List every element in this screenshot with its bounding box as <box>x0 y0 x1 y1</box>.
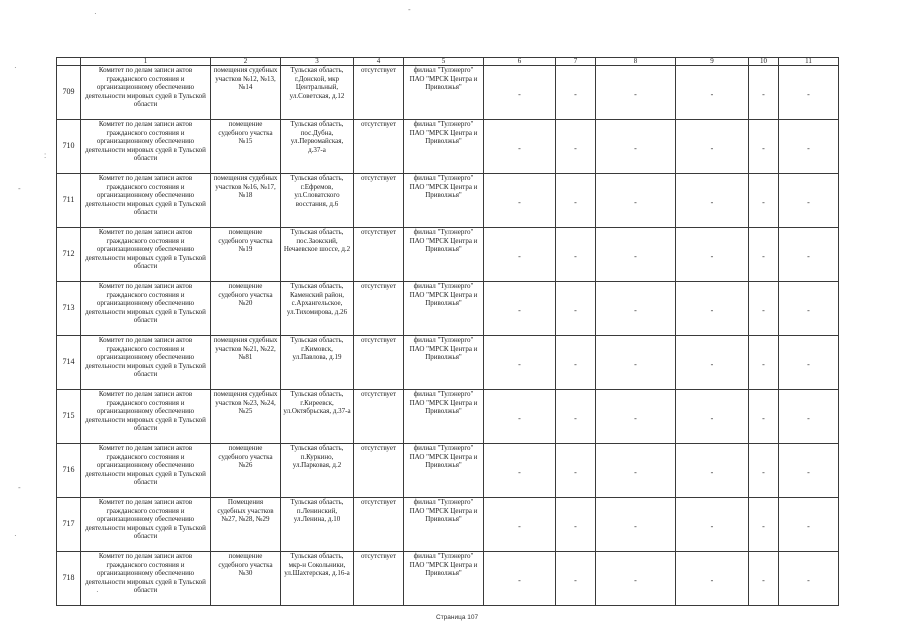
header-cell-3: 3 <box>281 58 354 66</box>
dash-cell-6: - <box>484 282 556 336</box>
owner-cell: Комитет по делам записи актов гражданского состояния и организационному обеспечению деятельности мировых судей в Тульской области <box>81 174 211 228</box>
dash-cell-9: - <box>676 66 749 120</box>
address-cell: Тульская область, мкр-н Сокольники, ул.Шахтерская, д.16-а <box>281 552 354 606</box>
dash-cell-11: - <box>779 282 839 336</box>
table-row <box>57 120 839 174</box>
dash-cell-7: - <box>556 552 596 606</box>
table-row <box>57 282 839 336</box>
status-cell: отсутствует <box>354 120 404 174</box>
dash-cell-11: - <box>779 390 839 444</box>
dash-cell-8: - <box>596 282 676 336</box>
scan-speck: - <box>18 184 21 193</box>
dash-cell-7: - <box>556 120 596 174</box>
owner-cell: Комитет по делам записи актов гражданского состояния и организационному обеспечению деятельности мировых судей в Тульской области <box>81 336 211 390</box>
status-cell: отсутствует <box>354 390 404 444</box>
table-row <box>57 552 839 606</box>
dash-cell-10: - <box>749 390 779 444</box>
table-row <box>57 498 839 552</box>
dash-cell-7: - <box>556 174 596 228</box>
row-number: 718 <box>57 552 81 606</box>
header-cell-9: 9 <box>676 58 749 66</box>
table-row <box>57 444 839 498</box>
status-cell: отсутствует <box>354 498 404 552</box>
scan-speck: - <box>408 5 411 14</box>
address-cell: Тульская область, г.Киреевск, ул.Октябрьская, д.37-а <box>281 390 354 444</box>
supplier-cell: филиал "Тулэнерго" ПАО "МРСК Центра и Приволжья" <box>404 336 484 390</box>
header-cell-5: 5 <box>404 58 484 66</box>
owner-cell: Комитет по делам записи актов гражданского состояния и организационному обеспечению деятельности мировых судей в Тульской области <box>81 444 211 498</box>
dash-cell-8: - <box>596 498 676 552</box>
supplier-cell: филиал "Тулэнерго" ПАО "МРСК Центра и Приволжья" <box>404 552 484 606</box>
owner-cell: Комитет по делам записи актов гражданского состояния и организационному обеспечению деятельности мировых судей в Тульской области <box>81 120 211 174</box>
dash-cell-7: - <box>556 444 596 498</box>
dash-cell-6: - <box>484 498 556 552</box>
row-number: 713 <box>57 282 81 336</box>
address-cell: Тульская область, пос.Дубна, ул.Первомайская, д.37-а <box>281 120 354 174</box>
header-cell-11: 11 <box>779 58 839 66</box>
dash-cell-7: - <box>556 336 596 390</box>
dash-cell-8: - <box>596 336 676 390</box>
dash-cell-10: - <box>749 498 779 552</box>
supplier-cell: филиал "Тулэнерго" ПАО "МРСК Центра и Приволжья" <box>404 498 484 552</box>
dash-cell-10: - <box>749 228 779 282</box>
supplier-cell: филиал "Тулэнерго" ПАО "МРСК Центра и Приволжья" <box>404 282 484 336</box>
table-row <box>57 174 839 228</box>
column-number-row <box>57 58 839 66</box>
status-cell: отсутствует <box>354 66 404 120</box>
object-cell: помещение судебного участка №19 <box>211 228 281 282</box>
dash-cell-10: - <box>749 120 779 174</box>
dash-cell-7: - <box>556 498 596 552</box>
dash-cell-10: - <box>749 282 779 336</box>
dash-cell-6: - <box>484 174 556 228</box>
object-cell: помещения судебных участков №12, №13, №14 <box>211 66 281 120</box>
scan-speck: · <box>14 531 17 540</box>
dash-cell-8: - <box>596 444 676 498</box>
table-row <box>57 390 839 444</box>
object-cell: помещение судебного участка №30 <box>211 552 281 606</box>
owner-cell: Комитет по делам записи актов гражданского состояния и организационному обеспечению деятельности мировых судей в Тульской области <box>81 66 211 120</box>
object-cell: помещение судебного участка №20 <box>211 282 281 336</box>
status-cell: отсутствует <box>354 174 404 228</box>
dash-cell-8: - <box>596 66 676 120</box>
dash-cell-11: - <box>779 228 839 282</box>
address-cell: Тульская область, Каменский район, с.Архангельское, ул.Тихомирова, д.26 <box>281 282 354 336</box>
dash-cell-8: - <box>596 552 676 606</box>
dash-cell-9: - <box>676 228 749 282</box>
header-cell-2: 2 <box>211 58 281 66</box>
header-cell-6: 6 <box>484 58 556 66</box>
header-cell-1: 1 <box>81 58 211 66</box>
dash-cell-6: - <box>484 552 556 606</box>
status-cell: отсутствует <box>354 552 404 606</box>
scan-speck: · <box>96 587 99 596</box>
supplier-cell: филиал "Тулэнерго" ПАО "МРСК Центра и Приволжья" <box>404 390 484 444</box>
row-number: 715 <box>57 390 81 444</box>
dash-cell-8: - <box>596 174 676 228</box>
dash-cell-10: - <box>749 174 779 228</box>
owner-cell: Комитет по делам записи актов гражданского состояния и организационному обеспечению деятельности мировых судей в Тульской области <box>81 552 211 606</box>
status-cell: отсутствует <box>354 336 404 390</box>
scan-speck: · <box>14 63 17 72</box>
header-cell-7: 7 <box>556 58 596 66</box>
dash-cell-9: - <box>676 390 749 444</box>
dash-cell-8: - <box>596 390 676 444</box>
supplier-cell: филиал "Тулэнерго" ПАО "МРСК Центра и Приволжья" <box>404 228 484 282</box>
address-cell: Тульская область, г.Ефремов, ул.Словатского восстания, д.6 <box>281 174 354 228</box>
dash-cell-9: - <box>676 282 749 336</box>
address-cell: Тульская область, пос.Заокский, Нечаевское шоссе, д.2 <box>281 228 354 282</box>
header-cell-blank <box>57 58 81 66</box>
dash-cell-6: - <box>484 228 556 282</box>
dash-cell-11: - <box>779 498 839 552</box>
dash-cell-11: - <box>779 444 839 498</box>
object-cell: помещение судебного участка №15 <box>211 120 281 174</box>
dash-cell-7: - <box>556 282 596 336</box>
header-cell-10: 10 <box>749 58 779 66</box>
dash-cell-10: - <box>749 66 779 120</box>
scan-speck: : <box>44 151 47 160</box>
row-number: 716 <box>57 444 81 498</box>
row-number: 710 <box>57 120 81 174</box>
dash-cell-7: - <box>556 390 596 444</box>
status-cell: отсутствует <box>354 282 404 336</box>
owner-cell: Комитет по делам записи актов гражданского состояния и организационному обеспечению деятельности мировых судей в Тульской области <box>81 228 211 282</box>
header-cell-8: 8 <box>596 58 676 66</box>
table-row <box>57 228 839 282</box>
dash-cell-9: - <box>676 120 749 174</box>
supplier-cell: филиал "Тулэнерго" ПАО "МРСК Центра и Приволжья" <box>404 66 484 120</box>
supplier-cell: филиал "Тулэнерго" ПАО "МРСК Центра и Приволжья" <box>404 120 484 174</box>
header-cell-4: 4 <box>354 58 404 66</box>
dash-cell-11: - <box>779 336 839 390</box>
dash-cell-6: - <box>484 390 556 444</box>
dash-cell-11: - <box>779 66 839 120</box>
address-cell: Тульская область, г.Кимовск, ул.Павлова, д.19 <box>281 336 354 390</box>
status-cell: отсутствует <box>354 228 404 282</box>
dash-cell-6: - <box>484 336 556 390</box>
object-cell: помещение судебного участка №26 <box>211 444 281 498</box>
row-number: 709 <box>57 66 81 120</box>
dash-cell-9: - <box>676 498 749 552</box>
scan-speck: - <box>18 483 21 492</box>
row-number: 712 <box>57 228 81 282</box>
dash-cell-11: - <box>779 552 839 606</box>
dash-cell-10: - <box>749 444 779 498</box>
dash-cell-8: - <box>596 228 676 282</box>
owner-cell: Комитет по делам записи актов гражданского состояния и организационному обеспечению деятельности мировых судей в Тульской области <box>81 390 211 444</box>
dash-cell-11: - <box>779 120 839 174</box>
dash-cell-11: - <box>779 174 839 228</box>
owner-cell: Комитет по делам записи актов гражданского состояния и организационному обеспечению деятельности мировых судей в Тульской области <box>81 282 211 336</box>
object-cell: Помещения судебных участков №27, №28, №29 <box>211 498 281 552</box>
table-row <box>57 66 839 120</box>
supplier-cell: филиал "Тулэнерго" ПАО "МРСК Центра и Приволжья" <box>404 174 484 228</box>
address-cell: Тульская область, г.Донской, мкр Центральный, ул.Советская, д.12 <box>281 66 354 120</box>
address-cell: Тульская область, п.Ленинский, ул.Ленина, д.10 <box>281 498 354 552</box>
supplier-cell: филиал "Тулэнерго" ПАО "МРСК Центра и Приволжья" <box>404 444 484 498</box>
dash-cell-10: - <box>749 552 779 606</box>
status-cell: отсутствует <box>354 444 404 498</box>
dash-cell-8: - <box>596 120 676 174</box>
object-cell: помещения судебных участков №21, №22, №81 <box>211 336 281 390</box>
address-cell: Тульская область, п.Куркино, ул.Парковая, д.2 <box>281 444 354 498</box>
dash-cell-9: - <box>676 174 749 228</box>
dash-cell-6: - <box>484 120 556 174</box>
row-number: 711 <box>57 174 81 228</box>
object-cell: помещения судебных участков №23, №24, №25 <box>211 390 281 444</box>
dash-cell-9: - <box>676 444 749 498</box>
page-footer: Страница 107 <box>436 614 479 621</box>
dash-cell-7: - <box>556 66 596 120</box>
object-cell: помещения судебных участков №16, №17, №18 <box>211 174 281 228</box>
dash-cell-9: - <box>676 336 749 390</box>
table-row <box>57 336 839 390</box>
registry-table <box>56 57 839 606</box>
dash-cell-6: - <box>484 444 556 498</box>
scan-speck: · <box>94 9 97 18</box>
dash-cell-10: - <box>749 336 779 390</box>
row-number: 714 <box>57 336 81 390</box>
dash-cell-7: - <box>556 228 596 282</box>
dash-cell-6: - <box>484 66 556 120</box>
row-number: 717 <box>57 498 81 552</box>
dash-cell-9: - <box>676 552 749 606</box>
owner-cell: Комитет по делам записи актов гражданского состояния и организационному обеспечению деятельности мировых судей в Тульской области <box>81 498 211 552</box>
